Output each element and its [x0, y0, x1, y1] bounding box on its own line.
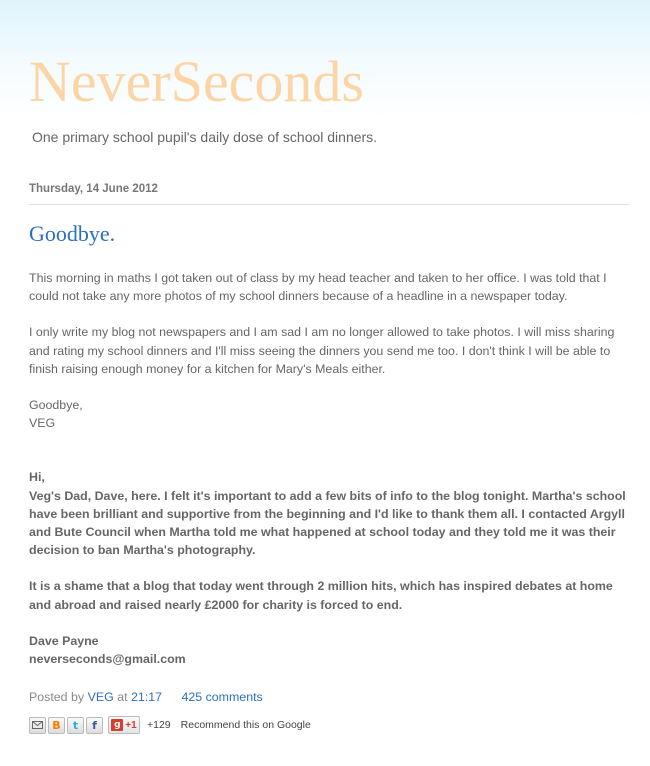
- post-signoff: Goodbye,: [29, 398, 83, 413]
- twitter-icon[interactable]: t: [67, 717, 84, 734]
- post-paragraph: This morning in maths I got taken out of class by my head teacher and taken to her office. I was told that I could not take any more photos of my school dinners because of a headline in a newspaper today.: [29, 271, 607, 304]
- post-time-link[interactable]: 21:17: [130, 690, 162, 704]
- google-plus-icon: g: [111, 719, 123, 731]
- dad-name: Dave Payne: [29, 633, 99, 648]
- dad-paragraph: Veg's Dad, Dave, here. I felt it's important to add a few bits of info to the blog tonight. Martha's school have been brilliant and supportive from the beginning and I'd like to thank them all. I contacted Argyll and Bute Council when Martha told me what happened at school today and they told me it was their decision to ban Martha's photography.: [29, 488, 626, 558]
- post-paragraph: I only write my blog not newspapers and I am sad I am no longer allowed to take photos. I will miss sharing and rating my school dinners and I'll miss seeing the dinners you send me too. I don't think I will be able to finish raising enough money for a kitchen for Mary's Meals either.: [29, 325, 615, 376]
- facebook-icon[interactable]: f: [86, 717, 103, 734]
- post-footer: [29, 690, 263, 704]
- date-divider: [29, 204, 629, 205]
- comments-link[interactable]: 425 comments: [181, 690, 263, 704]
- post-signature: VEG: [29, 416, 56, 431]
- posted-by-label: Posted by: [29, 690, 85, 704]
- blog-description: One primary school pupil's daily dose of school dinners.: [32, 129, 378, 145]
- post-date: Thursday, 14 June 2012: [29, 183, 158, 195]
- author-link[interactable]: VEG: [87, 690, 114, 704]
- at-label: at: [117, 690, 128, 704]
- blogger-icon[interactable]: B: [48, 717, 65, 734]
- plus-one-label: +1: [125, 719, 137, 731]
- post-body: [29, 269, 629, 668]
- blog-title[interactable]: NeverSeconds: [29, 49, 365, 114]
- share-bar: [29, 715, 311, 735]
- dad-paragraph: It is a shame that a blog that today went through 2 million hits, which has inspired debates at home and abroad and raised nearly £2000 for charity is forced to end.: [29, 579, 613, 612]
- email-icon[interactable]: [29, 717, 46, 734]
- plus-one-count: +129: [147, 719, 171, 731]
- dad-email: neverseconds@gmail.com: [29, 652, 186, 667]
- dad-greeting: Hi,: [29, 470, 45, 485]
- post-title[interactable]: Goodbye.: [29, 221, 116, 246]
- google-plus-one-button[interactable]: [108, 716, 140, 734]
- recommend-text: Recommend this on Google: [180, 719, 311, 731]
